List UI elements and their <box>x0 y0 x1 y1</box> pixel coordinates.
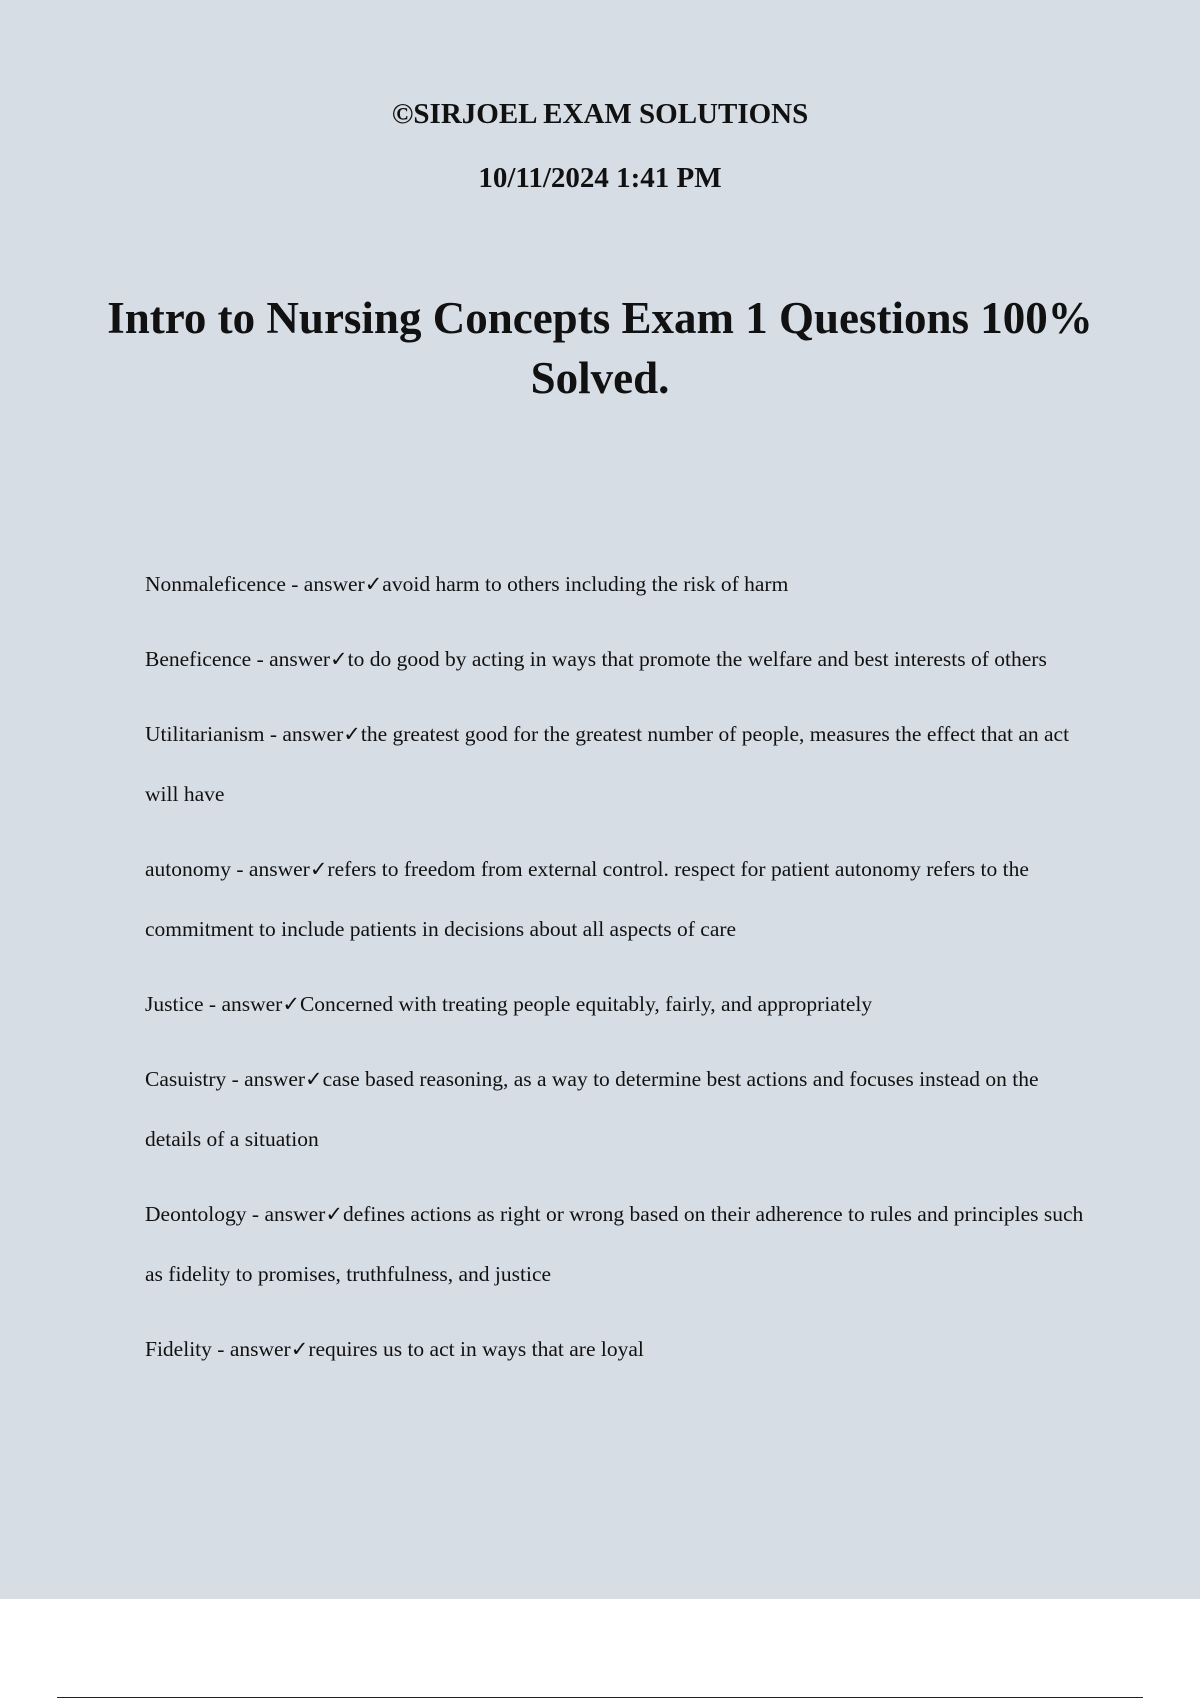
qa-item <box>145 1184 1090 1304</box>
qa-answer: the greatest good for the greatest number of people, measures the effect that an act will have <box>145 722 1070 806</box>
qa-separator: - answer <box>203 992 283 1016</box>
qa-answer: requires us to act in ways that are loyal <box>308 1337 644 1361</box>
qa-answer: refers to freedom from external control. respect for patient autonomy refers to the commitment to include patients in decisions about all aspects of care <box>145 857 1029 941</box>
qa-separator: - answer <box>211 1337 291 1361</box>
checkmark-icon: ✓ <box>309 857 328 881</box>
qa-term: Casuistry <box>145 1067 227 1091</box>
qa-answer: Concerned with treating people equitably, fairly, and appropriately <box>299 992 873 1016</box>
qa-answer: avoid harm to others including the risk of harm <box>382 572 789 596</box>
checkmark-icon: ✓ <box>330 647 348 671</box>
document-title: Intro to Nursing Concepts Exam 1 Questions 100% Solved. <box>107 293 1093 403</box>
qa-list <box>145 554 1090 1394</box>
brand-header: ©SIRJOEL EXAM SOLUTIONS <box>391 98 809 130</box>
qa-term: Fidelity <box>145 1337 212 1361</box>
qa-answer: to do good by acting in ways that promote the welfare and best interests of others <box>347 647 1047 671</box>
qa-item <box>145 1319 1090 1379</box>
checkmark-icon: ✓ <box>290 1337 309 1361</box>
checkmark-icon: ✓ <box>305 1067 323 1091</box>
qa-item <box>145 554 1090 614</box>
qa-item <box>145 974 1090 1034</box>
qa-item <box>145 704 1090 824</box>
document-datetime: 10/11/2024 1:41 PM <box>478 162 722 194</box>
checkmark-icon: ✓ <box>282 992 300 1016</box>
qa-term: Deontology <box>145 1202 247 1226</box>
qa-term: Beneficence <box>145 647 252 671</box>
qa-separator: - answer <box>264 722 344 746</box>
qa-separator: - answer <box>285 572 365 596</box>
qa-term: Utilitarianism <box>145 722 265 746</box>
qa-answer: case based reasoning, as a way to determine best actions and focuses instead on the details of a situation <box>145 1067 1039 1151</box>
checkmark-icon: ✓ <box>343 722 361 746</box>
qa-item <box>145 1049 1090 1169</box>
qa-term: Justice <box>145 992 204 1016</box>
checkmark-icon: ✓ <box>325 1202 343 1226</box>
qa-item <box>145 629 1090 689</box>
checkmark-icon: ✓ <box>364 572 383 596</box>
qa-separator: - answer <box>231 857 310 881</box>
qa-separator: - answer <box>226 1067 306 1091</box>
qa-separator: - answer <box>251 647 331 671</box>
qa-answer: defines actions as right or wrong based on their adherence to rules and principles such as fidelity to promises, truthfulness, and justice <box>145 1202 1084 1286</box>
footer-divider <box>57 1697 1143 1698</box>
qa-term: autonomy <box>145 857 231 881</box>
qa-separator: - answer <box>246 1202 326 1226</box>
qa-item <box>145 839 1090 959</box>
qa-term: Nonmaleficence <box>145 572 286 596</box>
